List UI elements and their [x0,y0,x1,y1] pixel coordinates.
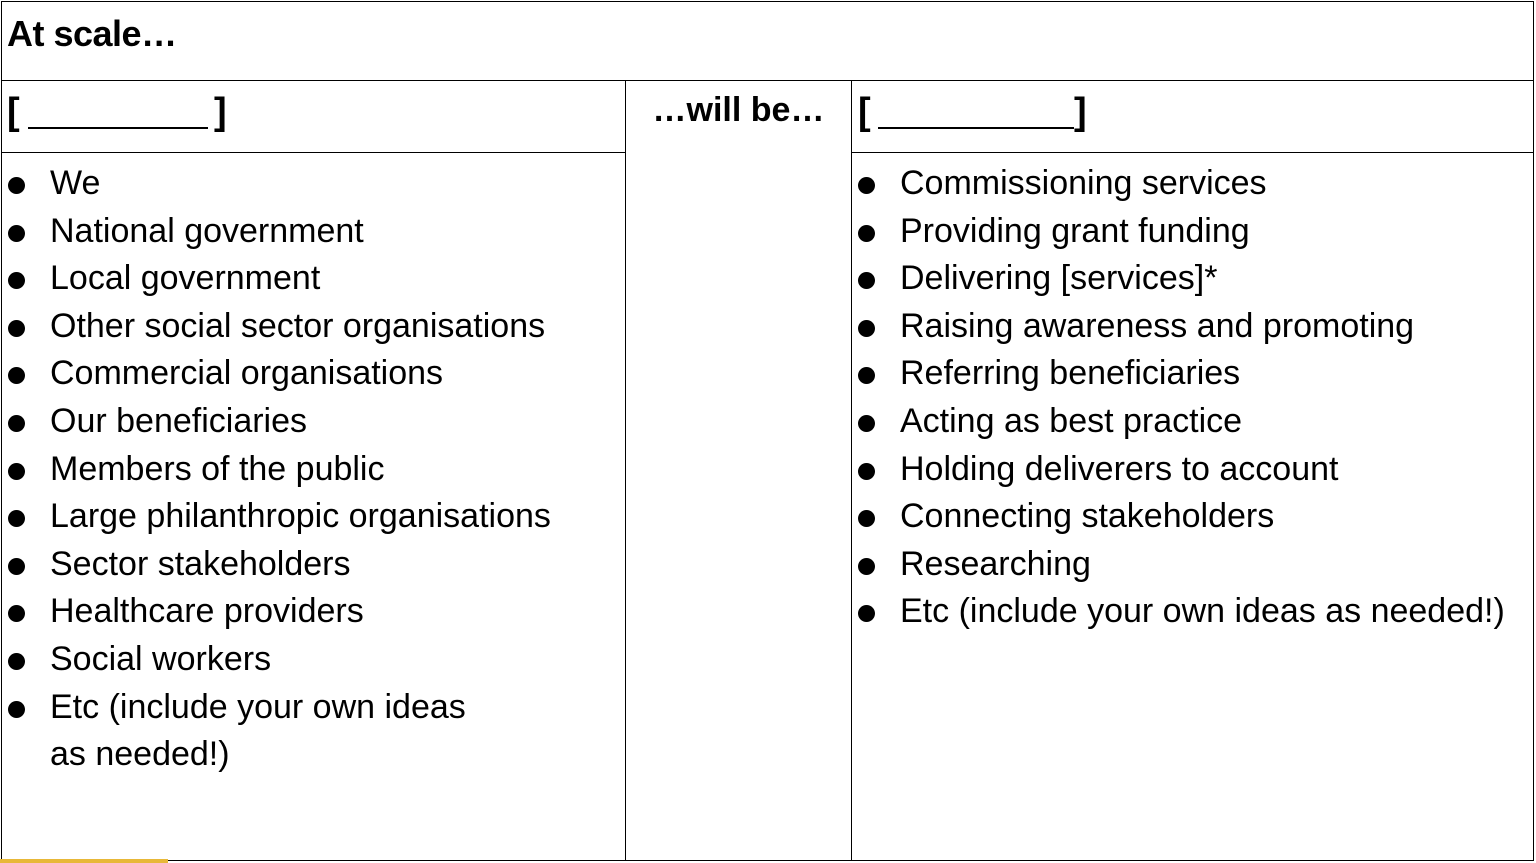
bullet-icon [858,415,875,432]
worksheet-table [1,1,1534,861]
list-item: Connecting stakeholders [852,493,1505,541]
bullet-icon [8,177,25,194]
bullet-icon [8,272,25,289]
bullet-icon [8,510,25,527]
actors-column [2,81,626,860]
accent-bar [0,859,168,863]
bullet-icon [858,367,875,384]
bullet-icon [858,605,875,622]
list-item: We [2,160,551,208]
list-item: Etc (include your own ideas as needed!) [852,588,1505,636]
will-be-label: …will be… [652,91,825,129]
bullet-icon [8,605,25,622]
list-item: Referring beneficiaries [852,350,1505,398]
list-item: Other social sector organisations [2,303,551,351]
fill-in-blank-line [878,127,1074,129]
close-bracket: ] [1074,91,1087,133]
bullet-icon [858,177,875,194]
open-bracket: [ [7,91,20,133]
list-item: Sector stakeholders [2,541,551,589]
list-item: Researching [852,541,1505,589]
list-item: Large philanthropic organisations [2,493,551,541]
bullet-icon [858,225,875,242]
page-title: At scale… [7,13,177,54]
connector-column [626,81,852,860]
roles-list [852,160,1505,636]
list-item: Providing grant funding [852,208,1505,256]
list-item: Members of the public [2,446,551,494]
roles-column [852,81,1533,860]
list-item: Holding deliverers to account [852,446,1505,494]
list-item: Commercial organisations [2,350,551,398]
list-item: Acting as best practice [852,398,1505,446]
bullet-icon [858,320,875,337]
bullet-icon [858,558,875,575]
bullet-icon [8,225,25,242]
open-bracket: [ [858,91,871,133]
bullet-icon [8,653,25,670]
bullet-icon [8,415,25,432]
list-item: Our beneficiaries [2,398,551,446]
close-bracket: ] [214,91,227,133]
bullet-icon [858,463,875,480]
roles-blank-header [852,81,1533,153]
title-row [2,2,1533,81]
list-item: Commissioning services [852,160,1505,208]
actors-list [2,160,551,779]
bullet-icon [8,463,25,480]
bullet-icon [858,510,875,527]
fill-in-blank-line [28,127,208,129]
bullet-icon [8,320,25,337]
bullet-icon [858,272,875,289]
list-item: Delivering [services]* [852,255,1505,303]
bullet-icon [8,701,25,718]
list-item: Etc (include your own ideas as needed!) [2,684,510,779]
list-item: National government [2,208,551,256]
list-item: Healthcare providers [2,588,551,636]
list-item: Local government [2,255,551,303]
list-item: Raising awareness and promoting [852,303,1505,351]
actors-blank-header [2,81,625,153]
bullet-icon [8,367,25,384]
bullet-icon [8,558,25,575]
list-item: Social workers [2,636,551,684]
